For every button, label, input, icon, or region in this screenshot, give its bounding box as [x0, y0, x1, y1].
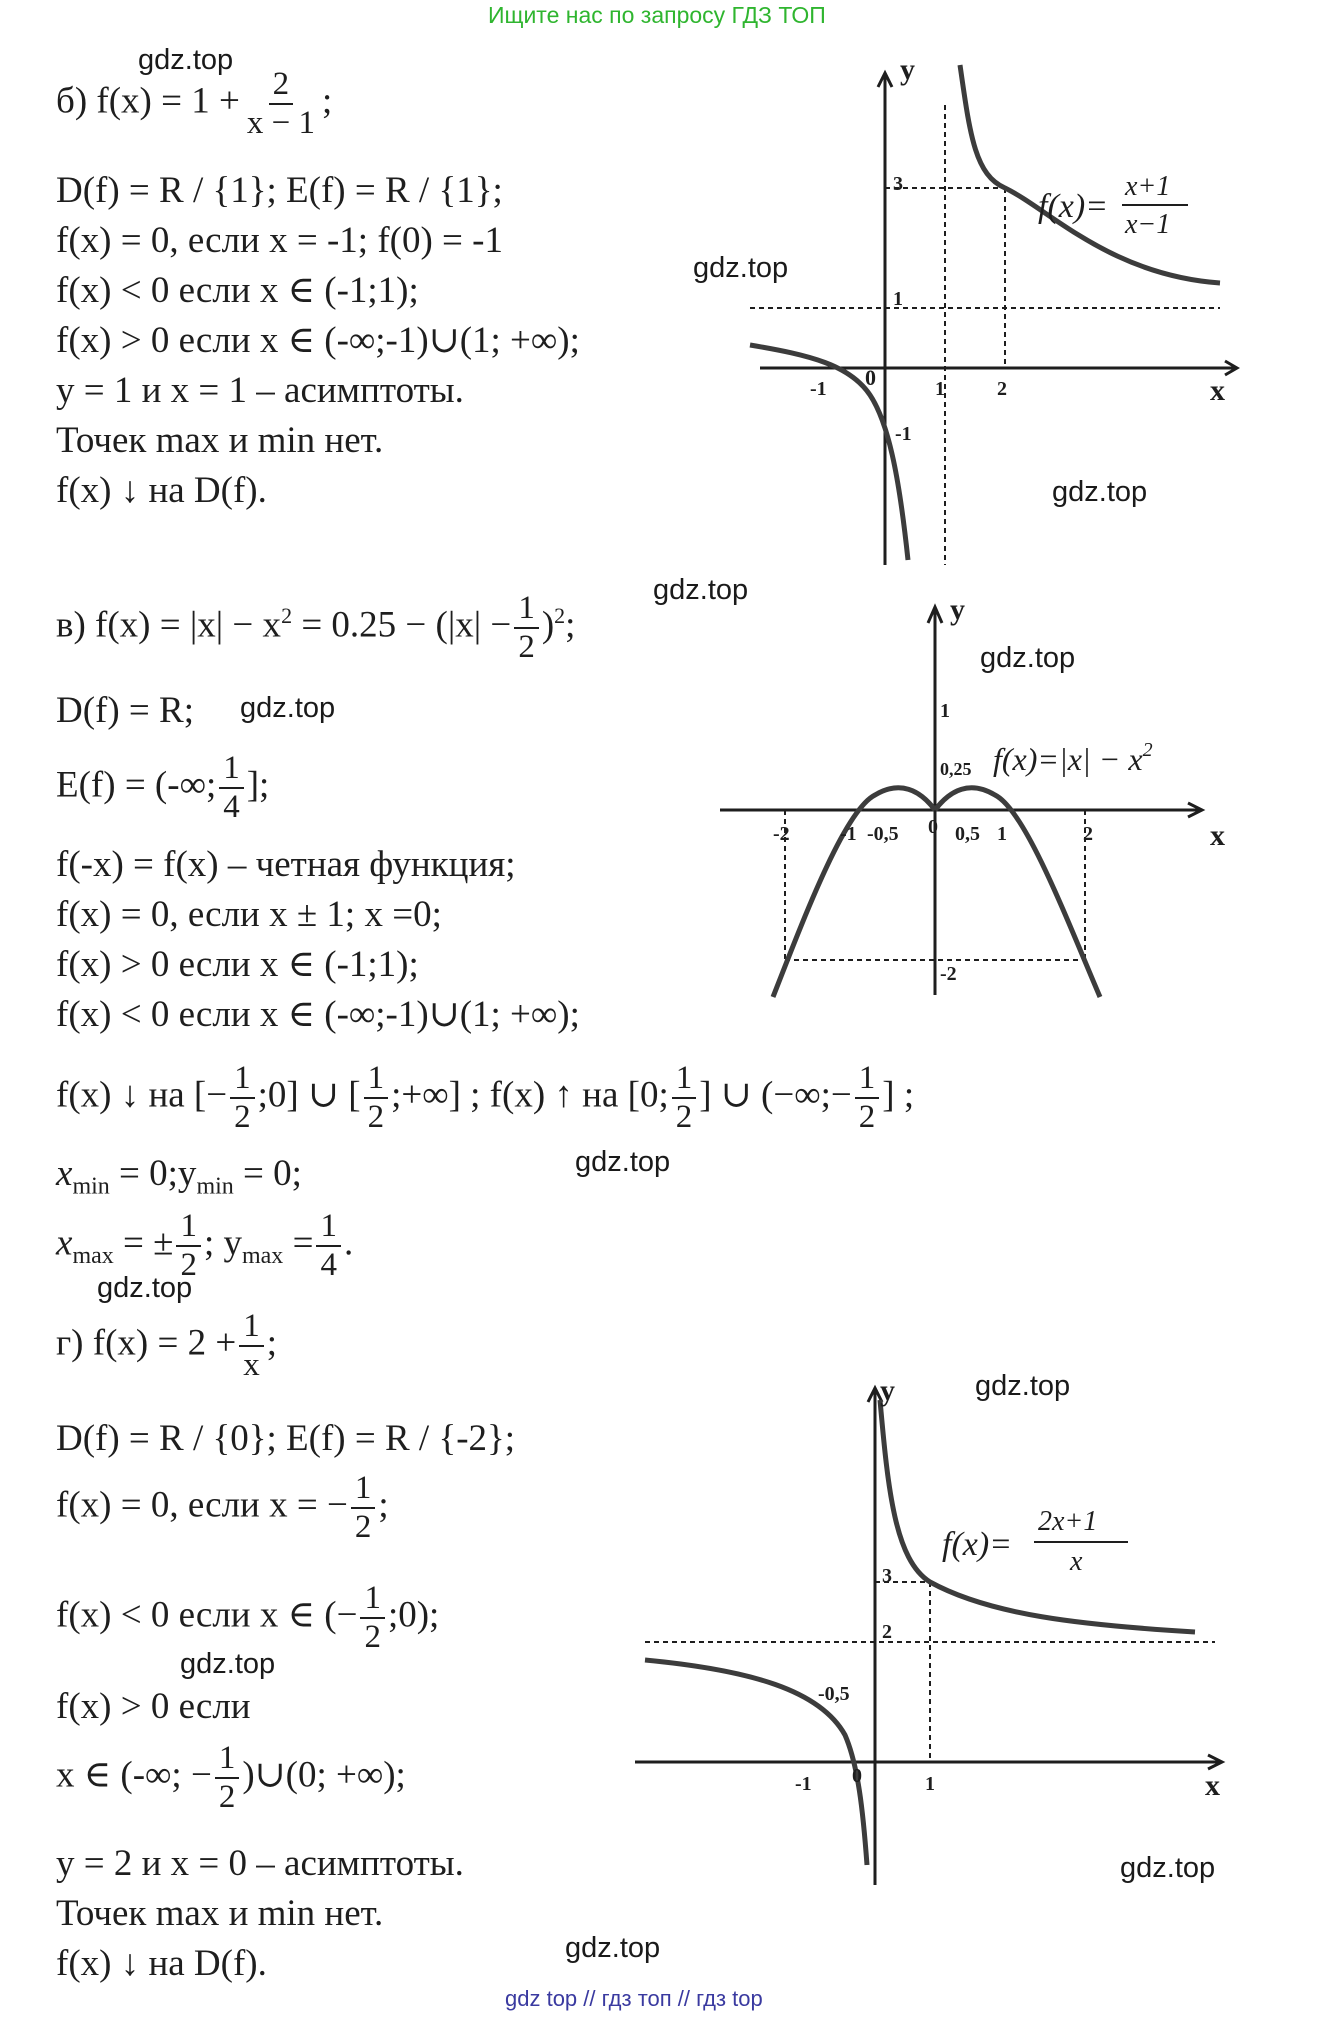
part-v-ymax-pre: ; y — [203, 1222, 242, 1264]
graph-g-tick: -1 — [795, 1773, 812, 1795]
part-v-mono-den: 2 — [367, 1099, 385, 1135]
part-v-mono-c: ;+∞] ; f(x) ↑ на [0; — [391, 1074, 669, 1116]
graph-v-tick: -2 — [940, 963, 957, 985]
part-b-formula — [56, 68, 332, 140]
graph-b-tick: -1 — [810, 378, 827, 400]
part-v-xmin: x — [56, 1153, 73, 1194]
part-g-neg-b: ;0); — [387, 1594, 440, 1636]
part-v-mono-num: 1 — [672, 1062, 697, 1099]
graph-b-x-label: x — [1210, 374, 1225, 407]
watermark: gdz.top — [97, 1272, 193, 1304]
part-b-prefix: б) f(x) = 1 + — [56, 80, 240, 122]
part-v-xmax: x — [56, 1222, 73, 1264]
part-v-mono-frac — [855, 1062, 880, 1134]
part-v-ymin-sub: min — [196, 1173, 234, 1200]
part-v-formula-frac-den: 2 — [518, 629, 535, 665]
part-v-line: f(x) < 0 если x ∈ (-∞;-1)∪(1; +∞); — [56, 994, 580, 1035]
part-v-mono-d: ] ∪ (−∞;− — [699, 1074, 852, 1116]
graph-b-tick: 1 — [935, 378, 945, 400]
part-v-end: . — [343, 1222, 354, 1264]
graph-v-tick: 0,5 — [955, 823, 980, 845]
graph-v-formula-text: f(x)=|x| − x — [993, 741, 1143, 777]
part-g-suffix: ; — [266, 1322, 277, 1364]
watermark: gdz.top — [980, 642, 1076, 674]
graph-b-tick: -1 — [895, 423, 912, 445]
part-v-mono-b: ;0] ∪ [ — [257, 1074, 361, 1116]
part-v-line: f(x) = 0, если x ± 1; x =0; — [56, 894, 442, 935]
part-v-ymax-rest: = — [283, 1222, 314, 1264]
graph-b-tick: 0 — [865, 365, 876, 390]
part-v-mono-frac — [230, 1062, 255, 1134]
part-v-xmax-rest: = ± — [113, 1222, 174, 1264]
part-b-line: y = 1 и x = 1 – асимптоты. — [56, 370, 464, 411]
part-g-pos-b: x ∈ (-∞; − — [56, 1754, 212, 1796]
part-g-zero-frac — [351, 1472, 376, 1544]
part-v-ymin-rest: = 0; — [233, 1153, 302, 1194]
watermark: gdz.top — [653, 574, 749, 606]
part-v-xmin-rest: = 0;y — [109, 1153, 197, 1194]
part-v-ymax-den: 4 — [320, 1247, 337, 1283]
graph-v-y-label: y — [950, 593, 965, 626]
graph-b — [730, 55, 1250, 575]
part-v-mono-den: 2 — [675, 1099, 693, 1135]
part-v-mono-a: f(x) ↓ на [− — [56, 1074, 228, 1116]
part-v-mono-num: 1 — [364, 1062, 389, 1099]
graph-b-y-label: y — [900, 55, 915, 86]
part-b-line: f(x) = 0, если x = -1; f(0) = -1 — [56, 220, 503, 261]
watermark: gdz.top — [1052, 476, 1148, 508]
part-b-line: f(x) ↓ на D(f). — [56, 470, 267, 511]
part-v-domain: D(f) = R; — [56, 690, 195, 731]
part-b-line: f(x) < 0 если x ∈ (-1;1); — [56, 270, 419, 311]
part-v-range — [56, 752, 269, 824]
part-v-formula-sup: 2 — [281, 603, 293, 629]
part-b-fraction — [243, 68, 319, 140]
part-b-line: D(f) = R / {1}; E(f) = R / {1}; — [56, 170, 503, 211]
graph-g-y-label: y — [880, 1374, 895, 1407]
part-v-monotonic — [56, 1062, 914, 1134]
part-v-formula-frac — [514, 592, 539, 664]
part-v-formula-d: ; — [565, 604, 576, 646]
graph-v-tick: -0,5 — [867, 823, 899, 845]
watermark: gdz.top — [138, 44, 234, 76]
graph-g-tick: -0,5 — [818, 1683, 850, 1705]
part-g-neg-a: f(x) < 0 если x ∈ (− — [56, 1594, 358, 1636]
graph-g-formula-label: f(x)= — [942, 1526, 1013, 1563]
part-v-formula-a: в) f(x) = |x| − x — [56, 604, 282, 646]
part-g-frac-den: x — [243, 1347, 260, 1383]
graph-v-tick: 1 — [997, 823, 1007, 845]
watermark: gdz.top — [565, 1932, 661, 1964]
part-v-formula-sup2: 2 — [554, 603, 566, 629]
part-v-range-a: E(f) = (-∞; — [56, 764, 217, 806]
graph-v-x-label: x — [1210, 819, 1225, 852]
graph-v-curve-right — [935, 788, 1100, 997]
graph-g-formula-num: 2x+1 — [1038, 1506, 1098, 1537]
part-g-prefix: г) f(x) = 2 + — [56, 1322, 237, 1364]
part-g-neg-den: 2 — [364, 1619, 381, 1655]
part-v-min — [56, 1155, 302, 1198]
graph-g-tick: 3 — [882, 1565, 892, 1587]
part-v-range-frac — [219, 752, 244, 824]
watermark: gdz.top — [180, 1648, 276, 1680]
part-g-zero — [56, 1472, 389, 1544]
part-v-mono-den: 2 — [858, 1099, 876, 1135]
graph-b-branch-right — [960, 65, 1220, 283]
part-b-line: Точек max и min нет. — [56, 420, 384, 461]
watermark: gdz.top — [240, 692, 336, 724]
part-v-range-den: 4 — [223, 789, 240, 825]
part-v-formula-b: = 0.25 − (|x| − — [292, 604, 512, 646]
part-b-frac-den: x − 1 — [246, 105, 315, 141]
part-v-formula — [56, 592, 575, 664]
part-g-line: Точек max и min нет. — [56, 1893, 384, 1934]
graph-b-tick: 3 — [893, 173, 903, 195]
graph-b-tick: 1 — [893, 288, 903, 310]
graph-g-x-label: x — [1205, 1769, 1220, 1802]
part-g-line: y = 2 и x = 0 – асимптоты. — [56, 1843, 464, 1884]
part-b-suffix: ; — [321, 80, 333, 122]
part-g-zero-den: 2 — [354, 1509, 372, 1545]
graph-v-tick: 0 — [928, 816, 938, 838]
part-g-negative — [56, 1582, 439, 1654]
part-g-positive: f(x) > 0 если — [56, 1686, 251, 1727]
graph-v-formula-sup: 2 — [1142, 739, 1153, 761]
part-v-xmin-sub: min — [72, 1173, 110, 1200]
part-g-neg-frac — [360, 1582, 385, 1654]
watermark: gdz.top — [1120, 1852, 1216, 1884]
graph-v-tick: 0,25 — [940, 759, 972, 779]
part-b-frac-num: 2 — [269, 68, 294, 105]
part-v-xmax-num: 1 — [176, 1210, 201, 1247]
graph-b-formula-label: f(x)= — [1038, 188, 1109, 225]
part-v-line: f(-x) = f(x) – четная функция; — [56, 844, 516, 885]
part-g-zero-a: f(x) = 0, если x = − — [56, 1484, 348, 1526]
graph-g-formula-den: x — [1070, 1546, 1083, 1577]
part-v-ymax-num: 1 — [316, 1210, 341, 1247]
graph-v-tick: 2 — [1083, 823, 1093, 845]
graph-v-tick: -1 — [840, 823, 857, 845]
part-v-range-b: ]; — [246, 764, 270, 806]
part-v-mono-frac — [364, 1062, 389, 1134]
graph-b-formula-num: x+1 — [1125, 171, 1171, 202]
part-g-pos-c: )∪(0; +∞); — [242, 1754, 406, 1796]
graph-g-tick: 0 — [852, 1765, 862, 1787]
part-g-formula — [56, 1310, 277, 1382]
part-v-mono-num: 1 — [230, 1062, 255, 1099]
watermark: gdz.top — [693, 252, 789, 284]
part-g-zero-num: 1 — [351, 1472, 376, 1509]
graph-g-tick: 2 — [882, 1621, 892, 1643]
part-v-mono-num: 1 — [855, 1062, 880, 1099]
part-v-formula-frac-num: 1 — [514, 592, 539, 629]
part-v-range-num: 1 — [219, 752, 244, 789]
part-g-pos-num: 1 — [215, 1742, 240, 1779]
graph-b-tick: 2 — [997, 378, 1007, 400]
graph-g-tick: 1 — [925, 1773, 935, 1795]
part-v-ymax-frac — [316, 1210, 341, 1282]
part-v-formula-c: ) — [541, 604, 555, 646]
graph-g — [630, 1370, 1250, 1890]
part-g-fraction — [239, 1310, 264, 1382]
graph-b-formula-den: x−1 — [1125, 209, 1171, 240]
part-g-line: D(f) = R / {0}; E(f) = R / {-2}; — [56, 1418, 516, 1459]
part-g-positive-set — [56, 1742, 406, 1814]
part-v-xmax-sub: max — [72, 1242, 114, 1269]
watermark: gdz.top — [975, 1370, 1071, 1402]
part-g-neg-num: 1 — [360, 1582, 385, 1619]
graph-v-formula-label — [993, 739, 1153, 777]
part-v-mono-den: 2 — [234, 1099, 251, 1135]
part-v-line: f(x) > 0 если x ∈ (-1;1); — [56, 944, 419, 985]
part-v-mono-e: ] ; — [882, 1074, 915, 1116]
top-banner: Ищите нас по запросу ГДЗ ТОП — [488, 2, 826, 28]
part-g-line: f(x) ↓ на D(f). — [56, 1943, 267, 1984]
part-g-pos-den: 2 — [218, 1779, 236, 1815]
graph-v-tick: 1 — [940, 700, 950, 722]
footer-links[interactable]: gdz top // гдз топ // гдз top — [505, 1986, 763, 2011]
graph-v-tick: -2 — [773, 823, 790, 845]
part-v-mono-frac — [672, 1062, 697, 1134]
graph-v-curve-left — [773, 788, 935, 997]
part-g-zero-b: ; — [378, 1484, 389, 1526]
part-b-line: f(x) > 0 если x ∈ (-∞;-1)∪(1; +∞); — [56, 320, 580, 361]
part-v-xmax-den: 2 — [180, 1247, 197, 1283]
part-g-frac-num: 1 — [239, 1310, 264, 1347]
watermark: gdz.top — [575, 1146, 671, 1178]
part-g-pos-frac — [215, 1742, 240, 1814]
part-v-ymax-sub: max — [241, 1242, 284, 1269]
